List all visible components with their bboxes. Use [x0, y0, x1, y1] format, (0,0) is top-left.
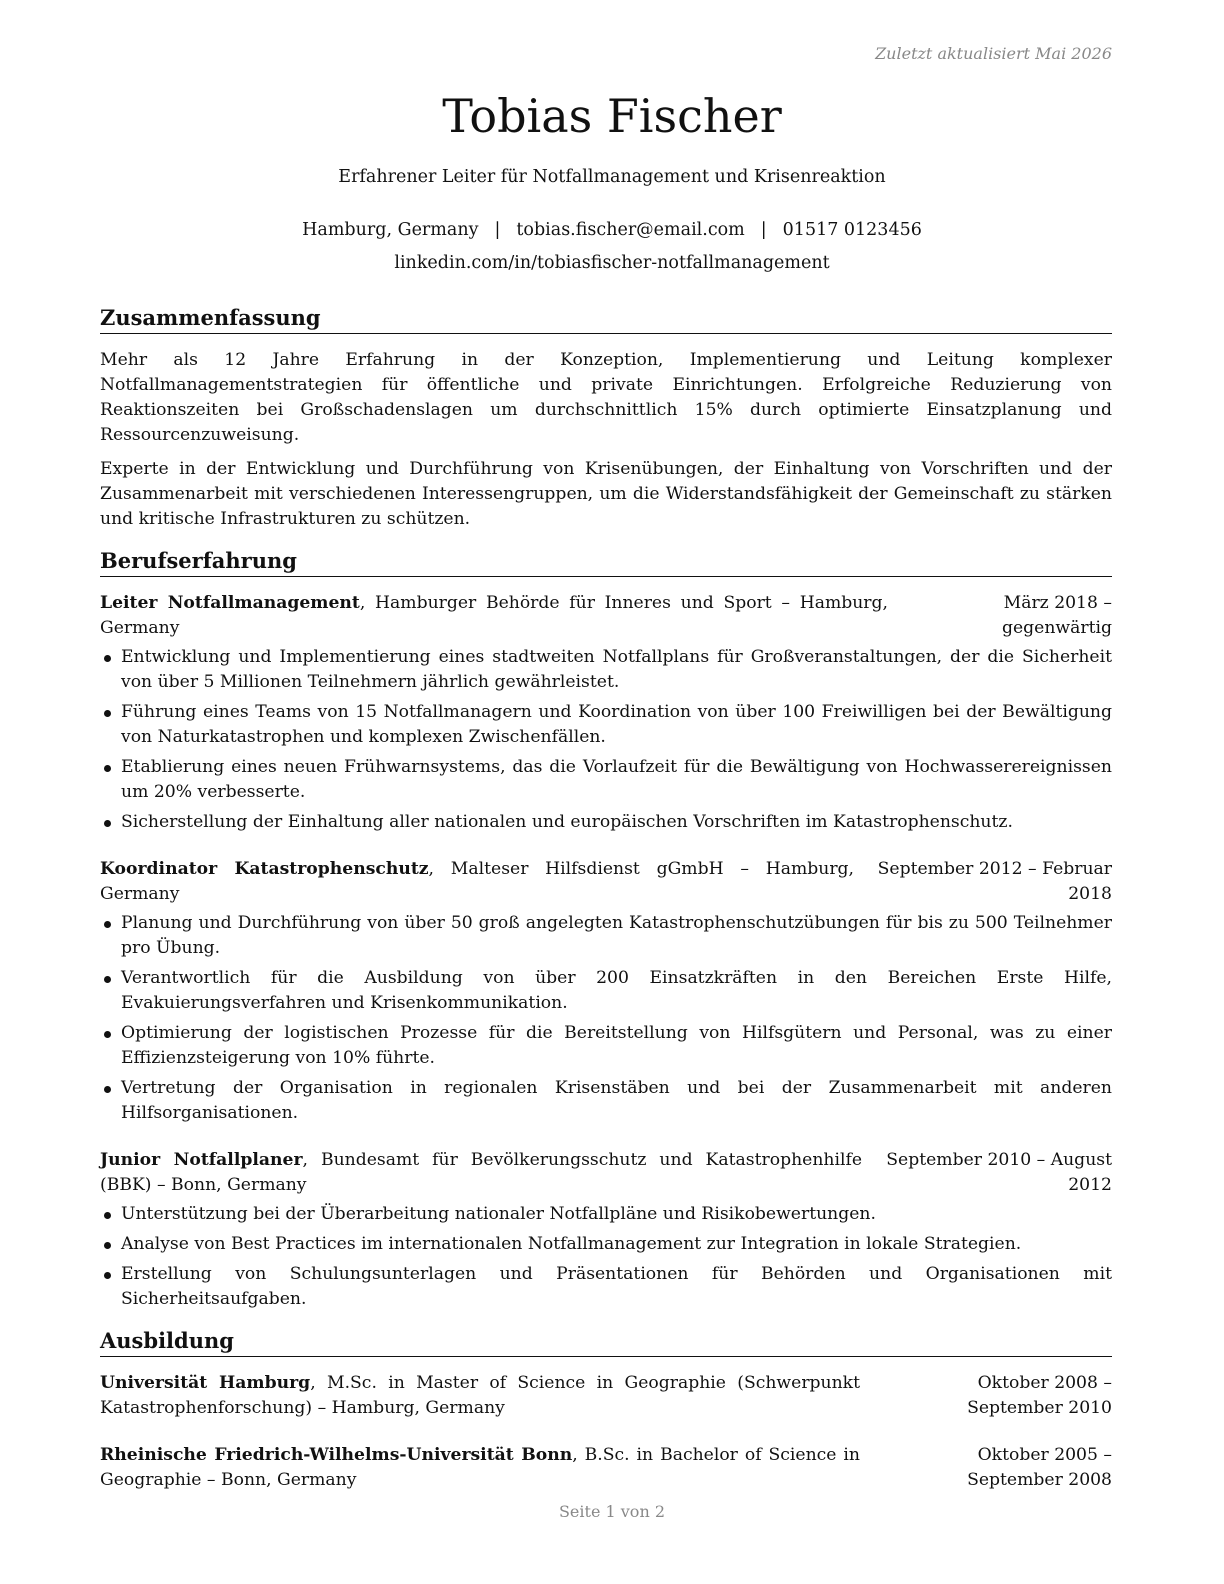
education-entry [100, 1371, 1112, 1421]
job-role: Junior Notfallplaner [100, 1150, 303, 1170]
job-bullet: Führung eines Teams von 15 Notfallmanagern und Koordination von über 100 Freiwilligen bei der Bewältigung von Naturkatastrophen und komplexen Zwischenfällen. [100, 700, 1112, 750]
candidate-name: Tobias Fischer [442, 89, 782, 143]
education-header [100, 1371, 1112, 1421]
summary-section [100, 303, 1112, 532]
job-bullet: Etablierung eines neuen Frühwarnsystems, das die Vorlaufzeit für die Bewältigung von Hochwasserereignissen um 20% verbesserte. [100, 755, 1112, 805]
job-bullets [100, 645, 1112, 835]
last-updated-note: Zuletzt aktualisiert Mai 2026 [875, 44, 1112, 63]
job-title-line [100, 591, 888, 641]
contact-separator: | [760, 220, 767, 240]
page-number: Seite 1 von 2 [558, 1502, 666, 1521]
job-bullets [100, 1202, 1112, 1312]
job-bullet: Erstellung von Schulungsunterlagen und Präsentationen für Behörden und Organisationen mit Sicherheitsaufgaben. [100, 1262, 1112, 1312]
job-dates: September 2012 – Februar 2018 [877, 859, 1112, 904]
education-title-line [100, 1371, 860, 1421]
job-role: Koordinator Katastrophenschutz [100, 859, 429, 879]
job-role: Leiter Notfallmanagement [100, 593, 360, 613]
education-header [100, 1443, 1112, 1493]
section-title-summary: Zusammenfassung [100, 303, 1112, 334]
job-entry [100, 857, 1112, 1126]
education-degree: , M.Sc. in Master of Science in Geographie (Schwerpunkt Katastrophenforschung) – Hamburg, Germany [100, 1373, 860, 1418]
contact-phone[interactable]: 01517 0123456 [782, 220, 922, 240]
job-title-line [100, 857, 854, 907]
job-bullets [100, 911, 1112, 1126]
job-dates: September 2010 – August 2012 [886, 1150, 1112, 1195]
job-bullet: Verantwortlich für die Ausbildung von über 200 Einsatzkräften in den Bereichen Erste Hilfe, Evakuierungsverfahren und Krisenkommunikation. [100, 966, 1112, 1016]
education-title-line [100, 1443, 860, 1493]
education-school: Universität Hamburg [100, 1373, 311, 1393]
job-organization: , Malteser Hilfsdienst gGmbH – Hamburg, Germany [100, 859, 855, 904]
job-header [100, 857, 1112, 907]
job-organization: , Hamburger Behörde für Inneres und Sport – Hamburg, Germany [100, 593, 888, 638]
linkedin-link[interactable]: linkedin.com/in/tobiasfischer-notfallmanagement [394, 253, 830, 273]
job-bullet: Optimierung der logistischen Prozesse für die Bereitstellung von Hilfsgütern und Personal, was zu einer Effizienzsteigerung von 10% führte. [100, 1021, 1112, 1071]
education-dates: Oktober 2005 – September 2008 [967, 1445, 1112, 1490]
contact-line [0, 220, 1224, 240]
job-organization: , Bundesamt für Bevölkerungsschutz und Katastrophenhilfe (BBK) – Bonn, Germany [100, 1150, 862, 1195]
job-bullet: Sicherstellung der Einhaltung aller nationalen und europäischen Vorschriften im Katastrophenschutz. [100, 810, 1112, 835]
job-bullet: Entwicklung und Implementierung eines stadtweiten Notfallplans für Großveranstaltungen, der die Sicherheit von über 5 Millionen Teilnehmern jährlich gewährleistet. [100, 645, 1112, 695]
job-bullet: Vertretung der Organisation in regionalen Krisenstäben und bei der Zusammenarbeit mit anderen Hilfsorganisationen. [100, 1076, 1112, 1126]
contact-email[interactable]: tobias.fischer@email.com [516, 220, 745, 240]
job-entry [100, 1148, 1112, 1312]
job-dates: März 2018 – gegenwärtig [1002, 593, 1112, 638]
job-bullet: Unterstützung bei der Überarbeitung nationaler Notfallpläne und Risikobewertungen. [100, 1202, 1112, 1227]
job-header [100, 1148, 1112, 1198]
job-entry [100, 591, 1112, 835]
professional-title: Erfahrener Leiter für Notfallmanagement und Krisenreaktion [338, 167, 886, 187]
experience-section [100, 546, 1112, 1312]
summary-paragraph: Experte in der Entwicklung und Durchführung von Krisenübungen, der Einhaltung von Vorschriften und der Zusammenarbeit mit verschiedenen Interessengruppen, um die Widerstandsfähigkeit der Gemeinschaft zu stärken und kritische Infrastrukturen zu schützen. [100, 459, 1112, 529]
job-title-line [100, 1148, 862, 1198]
education-dates: Oktober 2008 – September 2010 [967, 1373, 1112, 1418]
section-title-education: Ausbildung [100, 1326, 1112, 1357]
education-degree: , B.Sc. in Bachelor of Science in Geographie – Bonn, Germany [100, 1445, 860, 1490]
resume-body [100, 303, 1112, 1507]
job-bullet: Planung und Durchführung von über 50 groß angelegten Katastrophenschutzübungen für bis zu 500 Teilnehmer pro Übung. [100, 911, 1112, 961]
contact-separator: | [494, 220, 501, 240]
education-school: Rheinische Friedrich-Wilhelms-Universität Bonn [100, 1445, 573, 1465]
summary-paragraph: Mehr als 12 Jahre Erfahrung in der Konzeption, Implementierung und Leitung komplexer Notfallmanagementstrategien für öffentliche und private Einrichtungen. Erfolgreiche Reduzierung von Reaktionszeiten bei Großschadenslagen um durchschnittlich 15% durch optimierte Einsatzplanung und Ressourcenzuweisung. [100, 350, 1112, 445]
job-bullet: Analyse von Best Practices im internationalen Notfallmanagement zur Integration in lokale Strategien. [100, 1232, 1112, 1257]
education-section [100, 1326, 1112, 1493]
section-title-experience: Berufserfahrung [100, 546, 1112, 577]
job-header [100, 591, 1112, 641]
education-entry [100, 1443, 1112, 1493]
contact-location: Hamburg, Germany [302, 220, 479, 240]
